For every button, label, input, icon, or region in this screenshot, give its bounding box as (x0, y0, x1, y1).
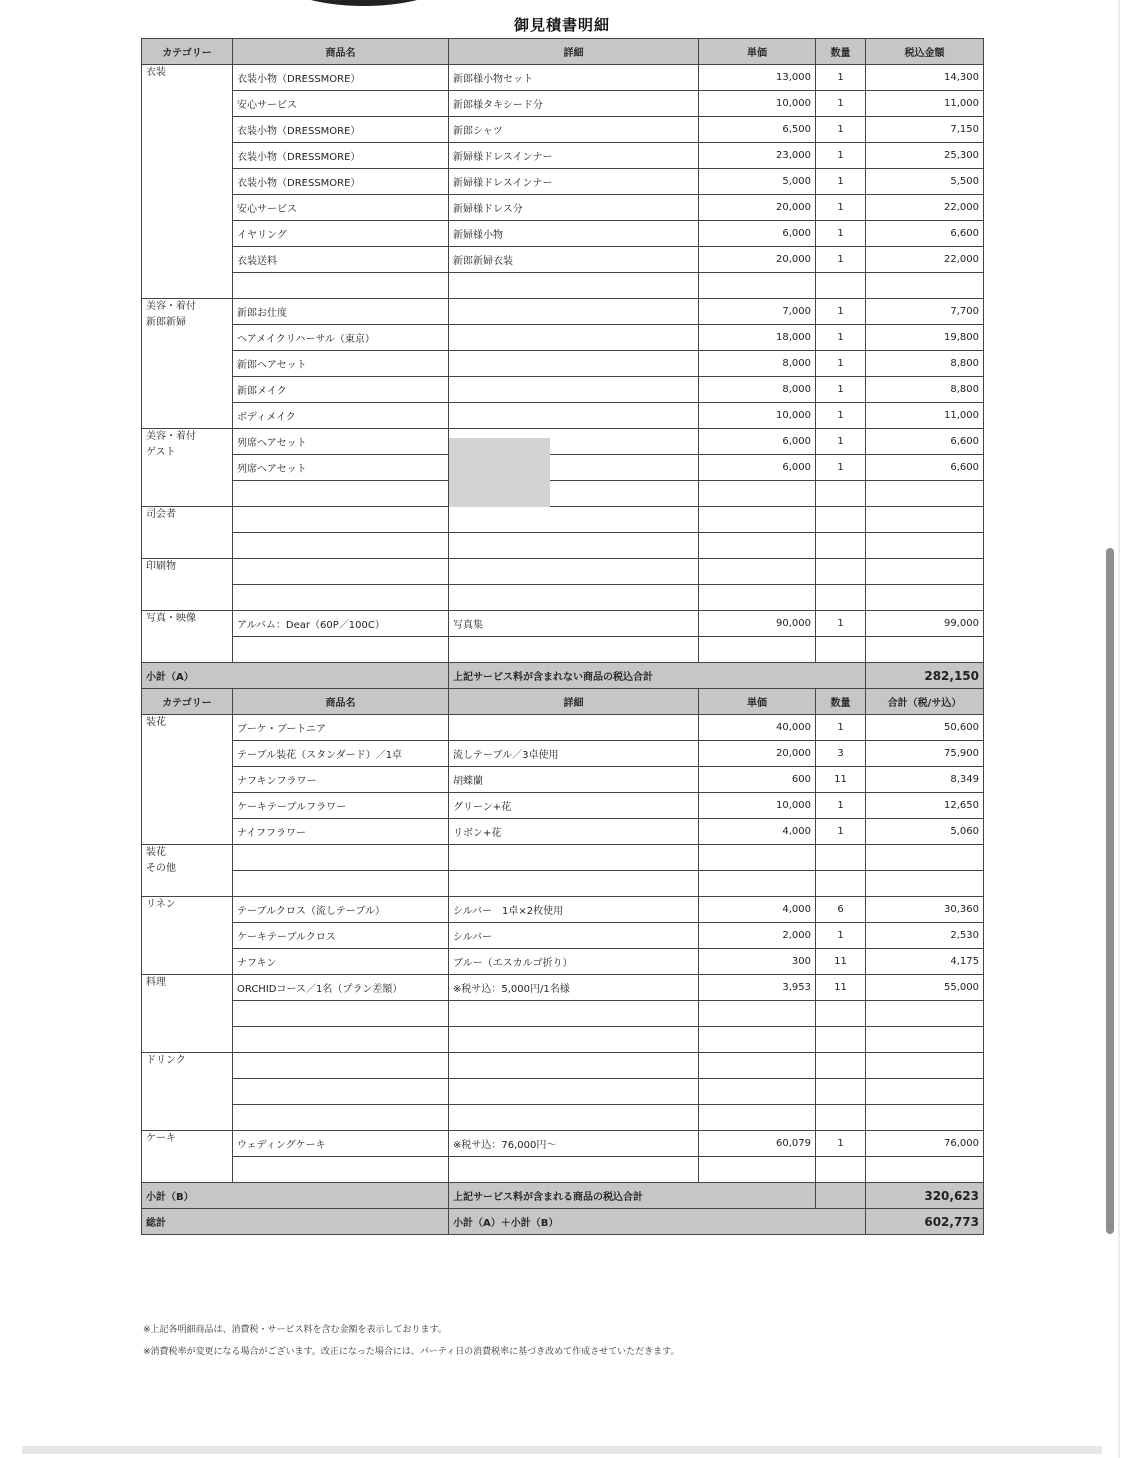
amount-cell (866, 559, 984, 585)
table-row (142, 559, 984, 585)
amount-cell: 55,000 (866, 975, 984, 1001)
table-row (142, 715, 984, 741)
detail-cell: ※税サ込：76,000円～ (449, 1131, 699, 1157)
detail-cell: ※税サ込：5,000円/1名様 (449, 975, 699, 1001)
unit-price-cell: 7,000 (699, 299, 816, 325)
category-cell: 装花 その他 (142, 845, 233, 897)
estimate-table (141, 38, 984, 1235)
unit-price-cell: 6,000 (699, 429, 816, 455)
amount-cell: 11,000 (866, 91, 984, 117)
table-header-row (142, 689, 984, 715)
item-name-cell (233, 1105, 449, 1131)
amount-cell (866, 871, 984, 897)
detail-cell (449, 299, 699, 325)
quantity-cell (816, 585, 866, 611)
table-row (142, 507, 984, 533)
table-row (142, 1157, 984, 1183)
detail-cell: グリーン+花 (449, 793, 699, 819)
item-name-cell: 安心サービス (233, 91, 449, 117)
detail-cell: 新婦様小物 (449, 221, 699, 247)
item-name-cell: 衣装小物（DRESSMORE） (233, 169, 449, 195)
subtotal-a-row-amount: 282,150 (866, 663, 984, 689)
detail-cell: 新郎新婦衣装 (449, 247, 699, 273)
amount-cell: 11,000 (866, 403, 984, 429)
item-name-cell (233, 481, 449, 507)
category-cell: 美容・着付 ゲスト (142, 429, 233, 507)
unit-price-cell: 8,000 (699, 377, 816, 403)
table-row (142, 299, 984, 325)
category-cell: 料理 (142, 975, 233, 1053)
item-name-cell: 衣装小物（DRESSMORE） (233, 143, 449, 169)
detail-cell: 新郎シャツ (449, 117, 699, 143)
amount-cell: 6,600 (866, 221, 984, 247)
table-row (142, 637, 984, 663)
unit-price-cell: 60,079 (699, 1131, 816, 1157)
unit-price-cell: 10,000 (699, 403, 816, 429)
amount-cell: 12,650 (866, 793, 984, 819)
amount-cell: 76,000 (866, 1131, 984, 1157)
unit-price-cell (699, 1105, 816, 1131)
quantity-cell: 1 (816, 325, 866, 351)
footnote: ※上記各明細商品は、消費税・サービス料を含む金額を表示しております。 (143, 1325, 447, 1335)
detail-cell: リボン+花 (449, 819, 699, 845)
table-row (142, 1001, 984, 1027)
amount-cell: 8,349 (866, 767, 984, 793)
header-detail: 詳細 (449, 689, 699, 715)
amount-cell: 4,175 (866, 949, 984, 975)
detail-cell (449, 403, 699, 429)
table-row (142, 481, 984, 507)
unit-price-cell (699, 1053, 816, 1079)
amount-cell: 7,150 (866, 117, 984, 143)
category-cell: 印刷物 (142, 559, 233, 611)
unit-price-cell: 5,000 (699, 169, 816, 195)
item-name-cell (233, 845, 449, 871)
detail-cell (449, 845, 699, 871)
item-name-cell (233, 1027, 449, 1053)
table-row (142, 221, 984, 247)
quantity-cell (816, 1027, 866, 1053)
category-cell: ケーキ (142, 1131, 233, 1183)
table-row (142, 377, 984, 403)
item-name-cell: ケーキテーブルフラワー (233, 793, 449, 819)
header-item: 商品名 (233, 39, 449, 65)
table-row (142, 611, 984, 637)
header-detail: 詳細 (449, 39, 699, 65)
unit-price-cell: 2,000 (699, 923, 816, 949)
quantity-cell: 1 (816, 715, 866, 741)
table-row (142, 117, 984, 143)
item-name-cell: ボディメイク (233, 403, 449, 429)
unit-price-cell: 300 (699, 949, 816, 975)
item-name-cell (233, 533, 449, 559)
quantity-cell: 11 (816, 975, 866, 1001)
subtotal-b-row-amount: 320,623 (866, 1183, 984, 1209)
detail-cell: シルバー (449, 923, 699, 949)
quantity-cell: 3 (816, 741, 866, 767)
quantity-cell (816, 1001, 866, 1027)
quantity-cell (816, 533, 866, 559)
header-image-fragment (278, 0, 450, 6)
quantity-cell (816, 637, 866, 663)
table-row (142, 351, 984, 377)
unit-price-cell: 20,000 (699, 195, 816, 221)
quantity-cell: 1 (816, 793, 866, 819)
detail-cell (449, 585, 699, 611)
category-cell: 写真・映像 (142, 611, 233, 663)
item-name-cell: 安心サービス (233, 195, 449, 221)
subtotal-b-row-description: 上記サービス料が含まれる商品の税込合計 (449, 1183, 816, 1209)
quantity-cell (816, 273, 866, 299)
detail-cell: ブルー（エスカルゴ折り） (449, 949, 699, 975)
quantity-cell (816, 1105, 866, 1131)
table-header-row (142, 39, 984, 65)
unit-price-cell (699, 637, 816, 663)
item-name-cell (233, 585, 449, 611)
quantity-cell: 1 (816, 299, 866, 325)
item-name-cell (233, 1001, 449, 1027)
amount-cell: 5,060 (866, 819, 984, 845)
table-row (142, 533, 984, 559)
unit-price-cell: 18,000 (699, 325, 816, 351)
amount-cell: 22,000 (866, 195, 984, 221)
table-row (142, 845, 984, 871)
detail-cell (449, 1105, 699, 1131)
header-amount: 税込金額 (866, 39, 984, 65)
unit-price-cell (699, 585, 816, 611)
detail-cell: 新婦様ドレスインナー (449, 143, 699, 169)
unit-price-cell: 10,000 (699, 793, 816, 819)
amount-cell (866, 1027, 984, 1053)
detail-cell (449, 273, 699, 299)
detail-cell (449, 377, 699, 403)
quantity-cell: 1 (816, 1131, 866, 1157)
table-row (142, 767, 984, 793)
detail-cell: 胡蝶蘭 (449, 767, 699, 793)
unit-price-cell: 600 (699, 767, 816, 793)
quantity-cell: 11 (816, 949, 866, 975)
vertical-scrollbar[interactable] (1106, 548, 1114, 1234)
amount-cell (866, 585, 984, 611)
header-item: 商品名 (233, 689, 449, 715)
amount-cell: 8,800 (866, 377, 984, 403)
table-row (142, 585, 984, 611)
amount-cell: 30,360 (866, 897, 984, 923)
unit-price-cell: 3,953 (699, 975, 816, 1001)
table-row (142, 1105, 984, 1131)
detail-cell: 写真集 (449, 611, 699, 637)
quantity-cell: 1 (816, 923, 866, 949)
unit-price-cell: 6,000 (699, 221, 816, 247)
detail-cell (449, 1001, 699, 1027)
item-name-cell (233, 507, 449, 533)
unit-price-cell: 20,000 (699, 247, 816, 273)
quantity-cell (816, 559, 866, 585)
table-row (142, 949, 984, 975)
category-cell: ドリンク (142, 1053, 233, 1131)
item-name-cell: テーブル装花（スタンダード）／1卓 (233, 741, 449, 767)
amount-cell (866, 637, 984, 663)
detail-cell (449, 507, 699, 533)
table-row (142, 897, 984, 923)
amount-cell: 50,600 (866, 715, 984, 741)
table-row (142, 429, 984, 455)
unit-price-cell: 8,000 (699, 351, 816, 377)
amount-cell (866, 1053, 984, 1079)
unit-price-cell: 6,500 (699, 117, 816, 143)
item-name-cell (233, 871, 449, 897)
amount-cell (866, 1079, 984, 1105)
quantity-cell: 1 (816, 169, 866, 195)
amount-cell (866, 1105, 984, 1131)
quantity-cell: 1 (816, 65, 866, 91)
footnote: ※消費税率が変更になる場合がございます。改正になった場合には、パーティ日の消費税率に基づき改めて作成させていただきます。 (143, 1347, 680, 1357)
grand-total-row-label: 総計 (142, 1209, 449, 1235)
amount-cell (866, 1001, 984, 1027)
amount-cell: 8,800 (866, 351, 984, 377)
amount-cell (866, 533, 984, 559)
item-name-cell: ヘアメイクリハーサル（東京） (233, 325, 449, 351)
category-cell: 司会者 (142, 507, 233, 559)
item-name-cell: アルバム：Dear（60P／100C） (233, 611, 449, 637)
category-cell: リネン (142, 897, 233, 975)
quantity-cell (816, 481, 866, 507)
table-row (142, 975, 984, 1001)
quantity-cell: 1 (816, 91, 866, 117)
item-name-cell: ナイフフラワー (233, 819, 449, 845)
table-row (142, 247, 984, 273)
quantity-cell: 1 (816, 455, 866, 481)
item-name-cell: 新郎メイク (233, 377, 449, 403)
unit-price-cell (699, 871, 816, 897)
item-name-cell: 新郎ヘアセット (233, 351, 449, 377)
amount-cell: 99,000 (866, 611, 984, 637)
quantity-cell: 1 (816, 351, 866, 377)
grand-total-row (142, 1209, 984, 1235)
amount-cell (866, 481, 984, 507)
unit-price-cell (699, 533, 816, 559)
header-category: カテゴリー (142, 39, 233, 65)
unit-price-cell (699, 1027, 816, 1053)
table-row (142, 169, 984, 195)
quantity-cell: 1 (816, 143, 866, 169)
table-row (142, 1027, 984, 1053)
detail-cell (449, 715, 699, 741)
item-name-cell (233, 273, 449, 299)
amount-cell (866, 845, 984, 871)
footnotes (143, 1319, 679, 1363)
document-title: 御見積書明細 (513, 16, 610, 34)
category-cell: 装花 (142, 715, 233, 845)
item-name-cell (233, 1079, 449, 1105)
detail-cell (449, 351, 699, 377)
table-row (142, 91, 984, 117)
table-row (142, 871, 984, 897)
item-name-cell: イヤリング (233, 221, 449, 247)
detail-cell (449, 533, 699, 559)
unit-price-cell: 10,000 (699, 91, 816, 117)
quantity-cell: 1 (816, 247, 866, 273)
detail-cell: 新婦様ドレスインナー (449, 169, 699, 195)
table-row (142, 1131, 984, 1157)
item-name-cell (233, 1053, 449, 1079)
amount-cell: 75,900 (866, 741, 984, 767)
table-row (142, 819, 984, 845)
header-category: カテゴリー (142, 689, 233, 715)
amount-cell: 5,500 (866, 169, 984, 195)
item-name-cell: ブーケ・ブートニア (233, 715, 449, 741)
unit-price-cell (699, 1157, 816, 1183)
category-cell: 美容・着付 新郎新婦 (142, 299, 233, 429)
item-name-cell: ケーキテーブルクロス (233, 923, 449, 949)
category-cell: 衣装 (142, 65, 233, 299)
item-name-cell: ナフキンフラワー (233, 767, 449, 793)
table-row (142, 143, 984, 169)
amount-cell: 25,300 (866, 143, 984, 169)
subtotal-a-row (142, 663, 984, 689)
table-row (142, 273, 984, 299)
header-quantity: 数量 (816, 39, 866, 65)
table-row (142, 793, 984, 819)
quantity-cell (816, 507, 866, 533)
quantity-cell: 1 (816, 377, 866, 403)
unit-price-cell: 90,000 (699, 611, 816, 637)
table-row (142, 455, 984, 481)
unit-price-cell: 40,000 (699, 715, 816, 741)
header-quantity: 数量 (816, 689, 866, 715)
item-name-cell: ナフキン (233, 949, 449, 975)
item-name-cell: テーブルクロス（流しテーブル） (233, 897, 449, 923)
item-name-cell: ORCHIDコース／1名（プラン差額） (233, 975, 449, 1001)
detail-cell (449, 559, 699, 585)
table-row (142, 195, 984, 221)
detail-cell (449, 1053, 699, 1079)
header-unit-price: 単価 (699, 689, 816, 715)
unit-price-cell: 23,000 (699, 143, 816, 169)
quantity-cell (816, 1053, 866, 1079)
table-row (142, 1053, 984, 1079)
quantity-cell: 6 (816, 897, 866, 923)
table-row (142, 403, 984, 429)
item-name-cell: 衣装小物（DRESSMORE） (233, 117, 449, 143)
window-edge (1118, 0, 1120, 1458)
amount-cell: 6,600 (866, 429, 984, 455)
quantity-cell: 1 (816, 819, 866, 845)
detail-cell (449, 1079, 699, 1105)
quantity-cell: 1 (816, 117, 866, 143)
unit-price-cell (699, 273, 816, 299)
amount-cell (866, 1157, 984, 1183)
unit-price-cell (699, 481, 816, 507)
quantity-cell (816, 1079, 866, 1105)
subtotal-b-row-label: 小計（B） (142, 1183, 449, 1209)
detail-cell (449, 637, 699, 663)
item-name-cell: 列席ヘアセット (233, 429, 449, 455)
unit-price-cell (699, 559, 816, 585)
amount-cell: 7,700 (866, 299, 984, 325)
detail-cell (449, 1027, 699, 1053)
amount-cell: 19,800 (866, 325, 984, 351)
amount-cell: 2,530 (866, 923, 984, 949)
subtotal-a-row-label: 小計（A） (142, 663, 449, 689)
subtotal-b-row-spacer (816, 1183, 866, 1209)
table-row (142, 1079, 984, 1105)
subtotal-b-row (142, 1183, 984, 1209)
grand-total-row-description: 小計（A）＋小計（B） (449, 1209, 866, 1235)
header-amount: 合計（税/サ込） (866, 689, 984, 715)
quantity-cell: 1 (816, 429, 866, 455)
header-unit-price: 単価 (699, 39, 816, 65)
table-row (142, 741, 984, 767)
detail-cell (449, 1157, 699, 1183)
unit-price-cell: 13,000 (699, 65, 816, 91)
unit-price-cell: 4,000 (699, 819, 816, 845)
unit-price-cell: 20,000 (699, 741, 816, 767)
quantity-cell (816, 845, 866, 871)
unit-price-cell: 4,000 (699, 897, 816, 923)
quantity-cell (816, 871, 866, 897)
detail-cell: 新郎様タキシード分 (449, 91, 699, 117)
item-name-cell: 新郎お仕度 (233, 299, 449, 325)
subtotal-a-row-description: 上記サービス料が含まれない商品の税込合計 (449, 663, 866, 689)
unit-price-cell (699, 845, 816, 871)
unit-price-cell: 6,000 (699, 455, 816, 481)
unit-price-cell (699, 1001, 816, 1027)
detail-cell: シルバー 1卓×2枚使用 (449, 897, 699, 923)
amount-cell: 22,000 (866, 247, 984, 273)
item-name-cell: 列席ヘアセット (233, 455, 449, 481)
detail-cell: 新婦様ドレス分 (449, 195, 699, 221)
detail-cell: 流しテーブル／3卓使用 (449, 741, 699, 767)
table-row (142, 65, 984, 91)
item-name-cell: 衣装小物（DRESSMORE） (233, 65, 449, 91)
amount-cell: 14,300 (866, 65, 984, 91)
item-name-cell: 衣装送料 (233, 247, 449, 273)
item-name-cell: ウェディングケーキ (233, 1131, 449, 1157)
horizontal-scrollbar-track[interactable] (22, 1446, 1102, 1454)
detail-cell: 新郎様小物セット (449, 65, 699, 91)
grand-total-row-amount: 602,773 (866, 1209, 984, 1235)
unit-price-cell (699, 1079, 816, 1105)
item-name-cell (233, 559, 449, 585)
amount-cell (866, 273, 984, 299)
quantity-cell: 1 (816, 403, 866, 429)
quantity-cell: 1 (816, 611, 866, 637)
quantity-cell (816, 1157, 866, 1183)
quantity-cell: 11 (816, 767, 866, 793)
item-name-cell (233, 1157, 449, 1183)
unit-price-cell (699, 507, 816, 533)
detail-cell (449, 871, 699, 897)
quantity-cell: 1 (816, 195, 866, 221)
redacted-area (449, 438, 550, 507)
table-row (142, 923, 984, 949)
amount-cell: 6,600 (866, 455, 984, 481)
detail-cell (449, 325, 699, 351)
quantity-cell: 1 (816, 221, 866, 247)
amount-cell (866, 507, 984, 533)
table-row (142, 325, 984, 351)
item-name-cell (233, 637, 449, 663)
